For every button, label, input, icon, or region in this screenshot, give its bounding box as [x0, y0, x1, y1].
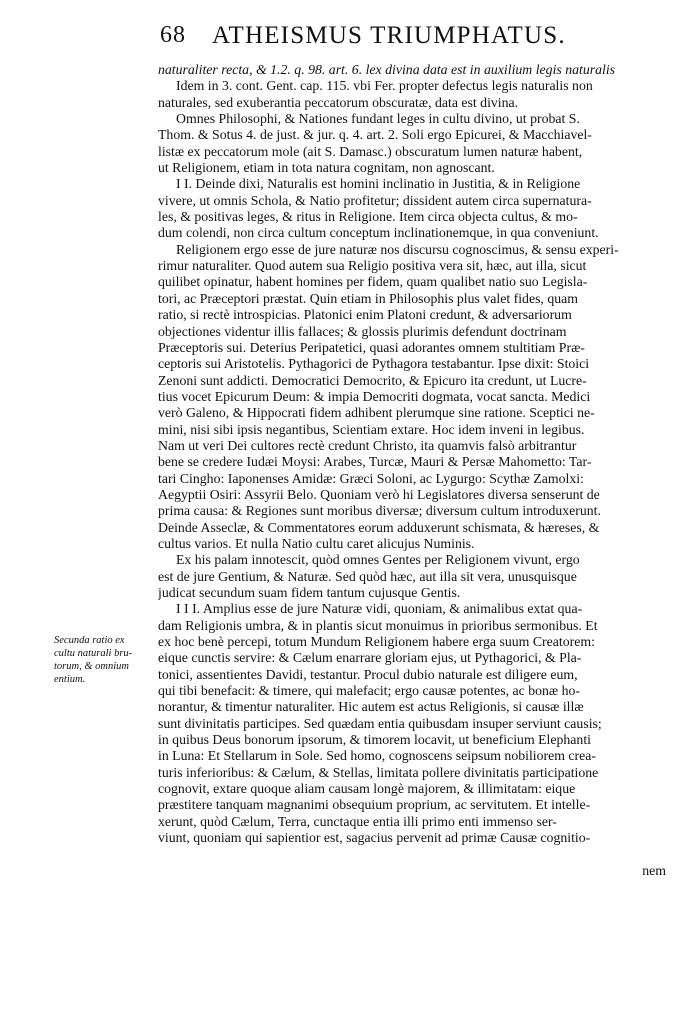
- text-line: dam Religionis umbra, & in plantis sicut monuimus in prioribus sermonibus. Et: [158, 617, 598, 633]
- text-line: in Luna: Et Stellarum in Sole. Sed homo, cognoscens seipsum nobiliorem crea-: [158, 748, 596, 764]
- text-line: ceptoris sui Aristotelis. Pythagorici de Pythagora testabantur. Ipse dixit: Stoici: [158, 356, 590, 372]
- text-line: Nam ut veri Dei cultores rectè credunt Christo, ita quamvis falsò arbitrantur: [158, 437, 577, 453]
- text-line: listæ ex peccatorum mole (ait S. Damasc.) obscuratum lumen naturæ habent,: [158, 143, 583, 159]
- text-line: naturaliter recta, & 1.2. q. 98. art. 6. lex divina data est in auxilium legis naturalis: [158, 62, 616, 77]
- text-line: verò Galeno, & Hippocrati fidem adhibent plerumque sine ratione. Sceptici ne-: [158, 405, 595, 421]
- text-line: Religionem ergo esse de jure naturæ nos discursu cognoscimus, & sensu experi-: [176, 241, 619, 257]
- text-line: Thom. & Sotus 4. de just. & jur. q. 4. art. 2. Soli ergo Epicurei, & Macchiavel-: [158, 127, 592, 143]
- text-line: norantur, & timentur naturaliter. Hic autem est actus Religionis, si causæ illæ: [158, 699, 584, 715]
- text-line: ratio, si rectè introspicias. Platonici enim Platoni credunt, & adversariorum: [158, 307, 572, 323]
- text-line: Omnes Philosophi, & Nationes fundant leges in cultu divino, ut probat S.: [176, 111, 580, 127]
- page-number: 68: [160, 22, 186, 48]
- main-text: [158, 62, 674, 879]
- running-title: ATHEISMUS TRIUMPHATUS.: [212, 22, 566, 49]
- text-line: tari Cingho: Iaponenses Amidæ: Græci Soloni, ac Lygurgo: Scythæ Zamolxi:: [158, 470, 584, 486]
- marginal-note: [54, 634, 158, 686]
- text-line: Zenoni sunt addicti. Democratici Democrito, & Epicuro ita credunt, ut Lucre-: [158, 372, 587, 388]
- text-line: tori, ac Præceptori præstat. Quin etiam in Philosophis plus valet fides, quam: [158, 290, 578, 306]
- text-line: bene se credere Iudæi Moysi: Arabes, Turcæ, Mauri & Persæ Mahometto: Tar-: [158, 454, 592, 470]
- text-line: viunt, quoniam qui sapientior est, sagacius pervenit ad primæ Causæ cognitio-: [158, 830, 591, 846]
- text-line: xerunt, quòd Cælum, Terra, cunctaque entia illi primo enti immenso ser-: [158, 813, 557, 829]
- text-line: qui tibi benefacit: & timere, qui malefacit; ergo causæ potentes, ac bonæ ho-: [158, 683, 580, 699]
- text-line: Idem in 3. cont. Gent. cap. 115. vbi Fer. propter defectus legis naturalis non: [176, 78, 593, 94]
- text-line: cultus varios. Et nulla Natio cultu caret alicujus Numinis.: [158, 535, 475, 551]
- text-line: ut Religionem, etiam in tota natura cognitam, non agnoscant.: [158, 160, 495, 176]
- text-line: ex hoc benè percepi, totum Mundum Religionem habere erga suum Creatorem:: [158, 634, 595, 650]
- text-line: rimur naturaliter. Quod autem sua Religio positiva vera sit, hæc, aut illa, sicut: [158, 258, 587, 274]
- text-line: eique cunctis servire: & Cælum enarrare gloriam ejus, ut Pythagorici, & Pla-: [158, 650, 582, 666]
- text-line: Præceptoris sui. Deterius Peripatetici, quasi adorantes omnem stultitiam Præ-: [158, 339, 585, 355]
- text-line: naturales, sed exuberantia peccatorum obscuratæ, data est divina.: [158, 94, 519, 110]
- text-line: quilibet opinatur, habent homines per fidem, quam qualibet natio suo Legisla-: [158, 274, 588, 290]
- text-line: turis inferioribus: & Cælum, & Stellas, limitata pollere divinitatis participatione: [158, 764, 599, 780]
- marginal-note-line: cultu naturali bru-: [54, 648, 133, 659]
- catchword: nem: [642, 862, 666, 878]
- text-line: mini, nisi sibi ipsis negantibus, Scientiam extare. Hoc idem inveni in legibus.: [158, 421, 585, 437]
- text-line: dum colendi, non circa cultum conceptum inclinationemque, in qua conveniunt.: [158, 225, 599, 241]
- text-line: sunt divinitatis participes. Sed quædam entia quibusdam insuper serviunt causis;: [158, 715, 602, 731]
- marginal-note-line: torum, & omnium: [54, 661, 129, 672]
- page-header: [160, 22, 680, 58]
- text-line: cognovit, extare quoque aliam causam longè majorem, & illimitatam: eique: [158, 781, 576, 797]
- text-line: præstitere tanquam magnanimi obsequium proprium, ac servitutem. Et intelle-: [158, 797, 591, 813]
- text-line: les, & positivas leges, & ritus in Religione. Item circa objecta cultus, & mo-: [158, 209, 578, 225]
- text-line: Ex his palam innotescit, quòd omnes Gentes per Religionem vivunt, ergo: [176, 552, 580, 568]
- text-line: Aegyptii Osiri: Assyrii Belo. Quoniam verò hi Legislatores diversa senserunt de: [158, 486, 600, 502]
- text-line: in quibus Deus bonorum ipsorum, & timorem locavit, ut beneficium Elephanti: [158, 732, 591, 748]
- text-line: prima causa: & Regiones sunt moribus diversæ; diversum cultum introduxerunt.: [158, 503, 601, 519]
- marginal-note-line: Secunda ratio ex: [54, 635, 125, 646]
- text-line: tonici, assentientes Davidi, testantur. Procul dubio naturale est diligere eum,: [158, 666, 578, 682]
- text-line: objectiones videntur illis fallaces; & glossis plurimis defendunt doctrinam: [158, 323, 567, 339]
- text-line: tius vocet Epicurum Deum: & impia Democriti dogmata, vocat sancta. Medici: [158, 388, 591, 404]
- text-line: vivere, ut omnis Schola, & Natio profitetur; dissident autem circa supernatura-: [158, 192, 592, 208]
- marginal-note-line: entium.: [54, 674, 86, 685]
- text-line: I I I. Amplius esse de jure Naturæ vidi, quoniam, & animalibus extat qua-: [176, 601, 583, 617]
- text-line: est de jure Gentium, & Naturæ. Sed quòd hæc, aut illa sit vera, unusquisque: [158, 568, 577, 584]
- text-line: judicat secundum suam fidem tantum cujusque Gentis.: [158, 585, 461, 600]
- text-line: [158, 847, 674, 863]
- text-line: Deinde Asseclæ, & Commentatores eorum adduxerunt schismata, & hæreses, &: [158, 519, 600, 535]
- text-line: I I. Deinde dixi, Naturalis est homini inclinatio in Justitia, & in Religione: [176, 176, 581, 192]
